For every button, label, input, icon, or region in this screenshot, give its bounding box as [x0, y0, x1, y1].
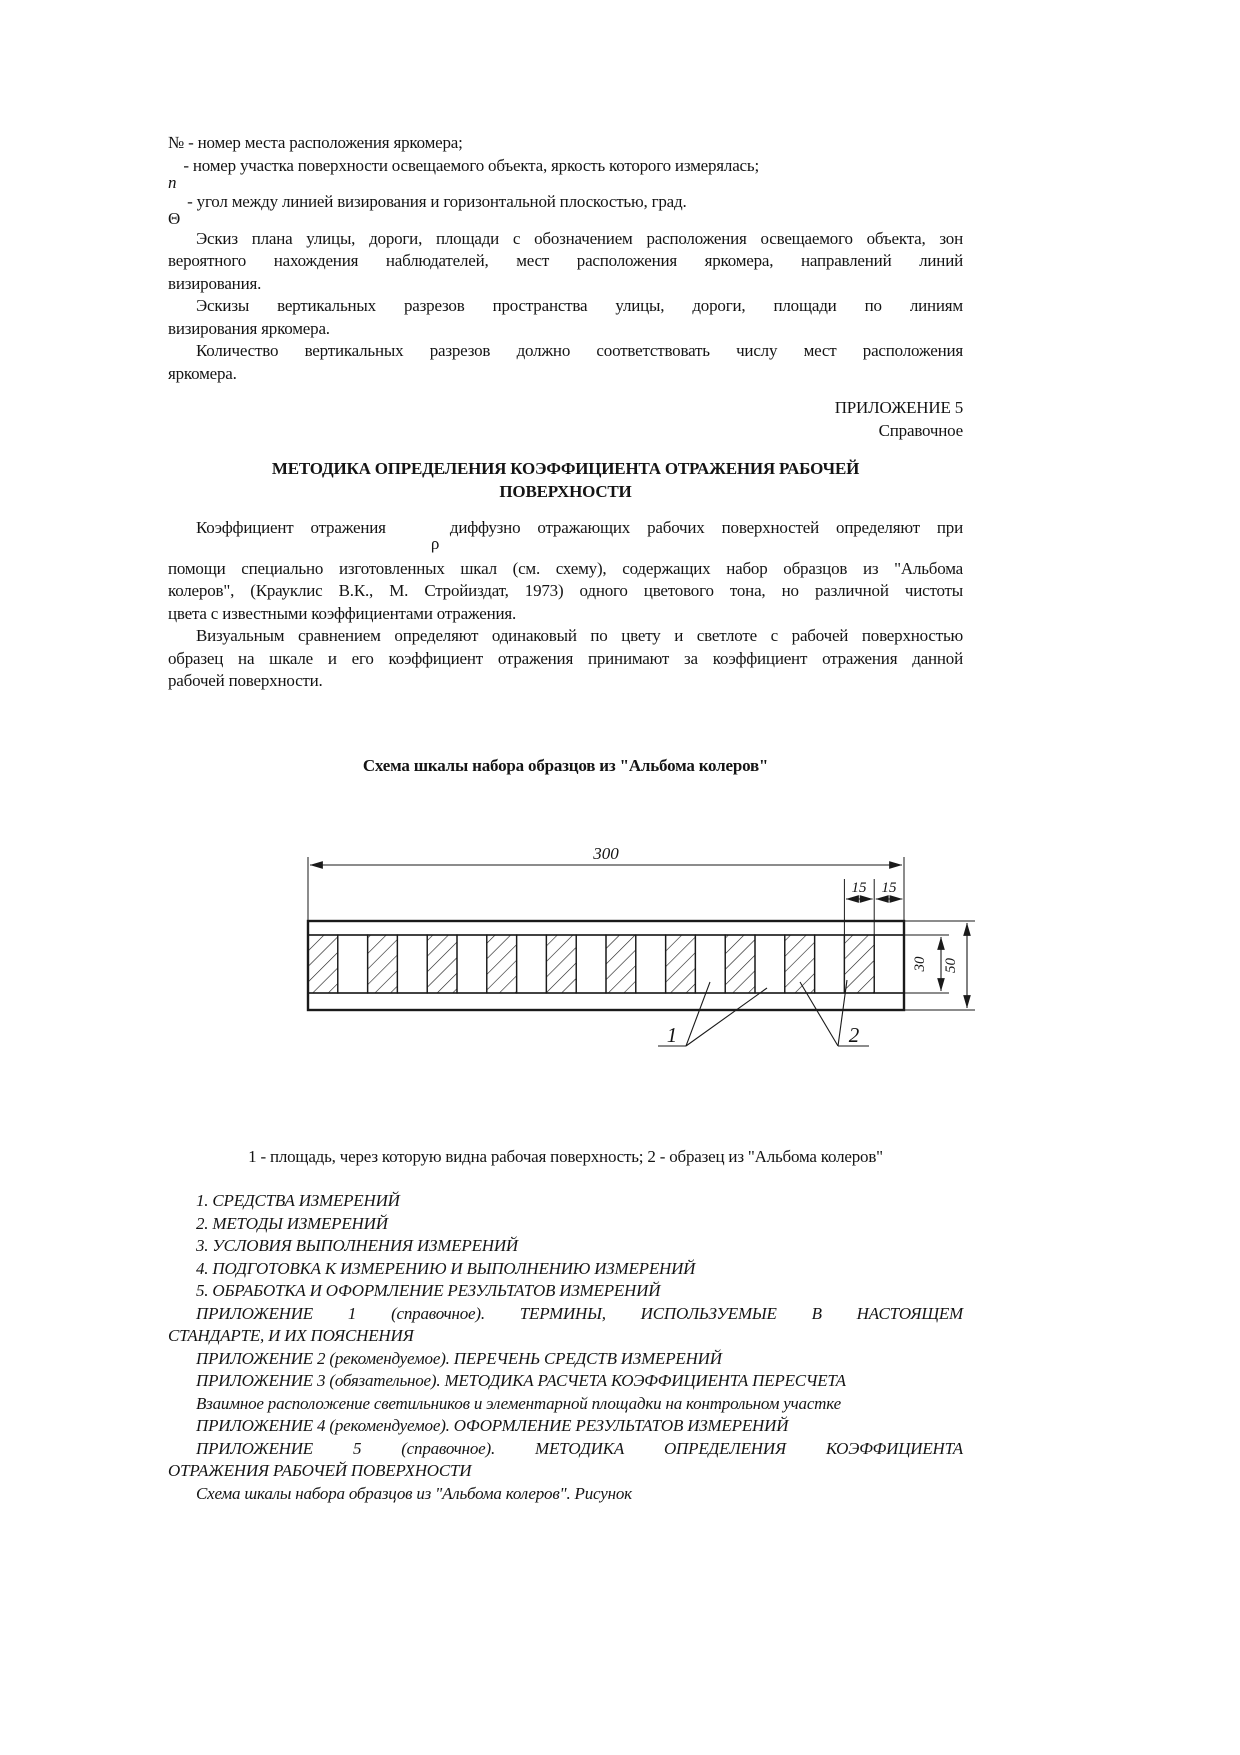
sample-cell-hatched	[666, 935, 696, 993]
text-line: помощи специально изготовленных шкал (см. схему), содержащих набор образцов из "Альбома	[168, 558, 963, 578]
scale-diagram	[273, 830, 979, 1062]
text-line: ПРИЛОЖЕНИЕ 3 (обязательное). МЕТОДИКА РАСЧЕТА КОЭФФИЦИЕНТА ПЕРЕСЧЕТА	[196, 1371, 846, 1390]
definition-text: - номер места расположения яркомера;	[184, 133, 463, 152]
section-heading-line2: ПОВЕРХНОСТИ	[499, 481, 632, 501]
text-line: образец на шкале и его коэффициент отражения принимают за коэффициент отражения данной	[168, 648, 963, 668]
document-content	[168, 132, 963, 1505]
text-line: Эскизы вертикальных разрезов пространства улицы, дороги, площади по линиям	[196, 296, 963, 315]
appendix-note: Справочное	[878, 420, 963, 440]
section-heading-line1: МЕТОДИКА ОПРЕДЕЛЕНИЯ КОЭФФИЦИЕНТА ОТРАЖЕНИЯ РАБОЧЕЙ	[271, 459, 860, 478]
rho-symbol: ρ	[430, 534, 440, 553]
figure-title: Схема шкалы набора образцов из "Альбома колеров"	[362, 755, 769, 775]
text-line: Визуальным сравнением определяют одинаковый по цвету и светлоте с рабочей поверхностью	[196, 626, 963, 645]
definition-symbol: №	[168, 133, 185, 152]
dim-300-label: 300	[593, 844, 619, 863]
text-line: визирования яркомера.	[168, 318, 330, 338]
text-line: визирования.	[168, 273, 262, 293]
text-line: ПРИЛОЖЕНИЕ 2 (рекомендуемое). ПЕРЕЧЕНЬ СРЕДСТВ ИЗМЕРЕНИЙ	[196, 1348, 722, 1368]
dim-30-label: 30	[912, 956, 928, 972]
sample-cell-hatched	[368, 935, 398, 993]
definition-text: - угол между линией визирования и горизонтальной плоскостью, град.	[183, 192, 687, 211]
text-line: 2. МЕТОДЫ ИЗМЕРЕНИЙ	[196, 1213, 388, 1233]
text-line: 1. СРЕДСТВА ИЗМЕРЕНИЙ	[196, 1191, 400, 1210]
sample-cell-hatched	[844, 935, 874, 993]
definition-text: - номер участка поверхности освещаемого объекта, яркость которого измерялась;	[179, 155, 759, 175]
toc-list	[168, 1190, 963, 1505]
text-line: 3. УСЛОВИЯ ВЫПОЛНЕНИЯ ИЗМЕРЕНИЙ	[196, 1236, 518, 1255]
definition-symbol: Θ	[168, 209, 181, 228]
dim-50-label: 50	[943, 958, 959, 973]
sample-cell-hatched	[487, 935, 517, 993]
text-line: вероятного нахождения наблюдателей, мест расположения яркомера, направлений линий	[168, 251, 963, 270]
symbol-definition-line	[168, 132, 963, 155]
sample-cell-hatched	[546, 935, 576, 993]
text-line: Схема шкалы набора образцов из "Альбома колеров". Рисунок	[196, 1483, 632, 1503]
lead-before: Коэффициент отражения	[196, 518, 386, 537]
definition-symbol: n	[168, 172, 177, 192]
text-line: колеров", (Крауклис В.К., М. Стройиздат, 1973) одного цветового тона, но различной чистоты	[168, 581, 963, 600]
visual-comparison-paragraph	[168, 625, 963, 693]
text-line: цвета с известными коэффициентами отражения.	[168, 603, 517, 623]
figure-drawing-wrap	[273, 830, 963, 1069]
callout-1-label: 1	[666, 1023, 678, 1047]
text-line: Количество вертикальных разрезов должно соответствовать числу мест расположения	[196, 341, 963, 360]
text-line: яркомера.	[168, 363, 237, 383]
text-line: рабочей поверхности.	[168, 671, 323, 690]
text-line: Взаимное расположение светильников и элементарной площадки на контрольном участке	[196, 1393, 841, 1413]
text-line: ПРИЛОЖЕНИЕ 4 (рекомендуемое). ОФОРМЛЕНИЕ РЕЗУЛЬТАТОВ ИЗМЕРЕНИЙ	[196, 1416, 789, 1435]
sample-cell-hatched	[785, 935, 815, 993]
sample-cell-hatched	[308, 935, 338, 993]
text-line: СТАНДАРТЕ, И ИХ ПОЯСНЕНИЯ	[168, 1326, 414, 1345]
callout-2-label: 2	[848, 1023, 860, 1047]
appendix-header	[168, 397, 963, 442]
symbol-definition-line	[168, 155, 963, 192]
lead-paragraph-line	[168, 517, 963, 553]
text-line: Эскиз плана улицы, дороги, площади с обозначением расположения освещаемого объекта, зон	[196, 228, 963, 248]
text-line: ПРИЛОЖЕНИЕ 5 (справочное). МЕТОДИКА ОПРЕДЕЛЕНИЯ КОЭФФИЦИЕНТА	[196, 1438, 963, 1458]
symbol-definitions	[168, 132, 963, 228]
sample-cell-hatched	[725, 935, 755, 993]
symbol-definition-line	[168, 191, 963, 228]
dim-15-right-label: 15	[881, 880, 897, 896]
sample-cells	[308, 935, 904, 993]
dim-15-left-label: 15	[851, 880, 867, 896]
text-line: ПРИЛОЖЕНИЕ 1 (справочное). ТЕРМИНЫ, ИСПОЛЬЗУЕМЫЕ В НАСТОЯЩЕМ	[196, 1303, 963, 1323]
sample-cell-hatched	[606, 935, 636, 993]
intro-paragraphs	[168, 228, 963, 386]
lead-paragraph-rest	[168, 558, 963, 626]
sample-cell-hatched	[427, 935, 457, 993]
text-line: ОТРАЖЕНИЯ РАБОЧЕЙ ПОВЕРХНОСТИ	[168, 1461, 472, 1480]
section-heading	[168, 458, 963, 503]
figure-caption: 1 - площадь, через которую видна рабочая поверхность; 2 - образец из "Альбома колеров"	[248, 1146, 883, 1166]
text-line: 4. ПОДГОТОВКА К ИЗМЕРЕНИЮ И ВЫПОЛНЕНИЮ ИЗМЕРЕНИЙ	[196, 1258, 696, 1278]
lead-after: диффузно отражающих рабочих поверхностей определяют при	[449, 518, 963, 537]
text-line: 5. ОБРАБОТКА И ОФОРМЛЕНИЕ РЕЗУЛЬТАТОВ ИЗМЕРЕНИЙ	[196, 1281, 661, 1300]
appendix-label: ПРИЛОЖЕНИЕ 5	[834, 398, 963, 417]
